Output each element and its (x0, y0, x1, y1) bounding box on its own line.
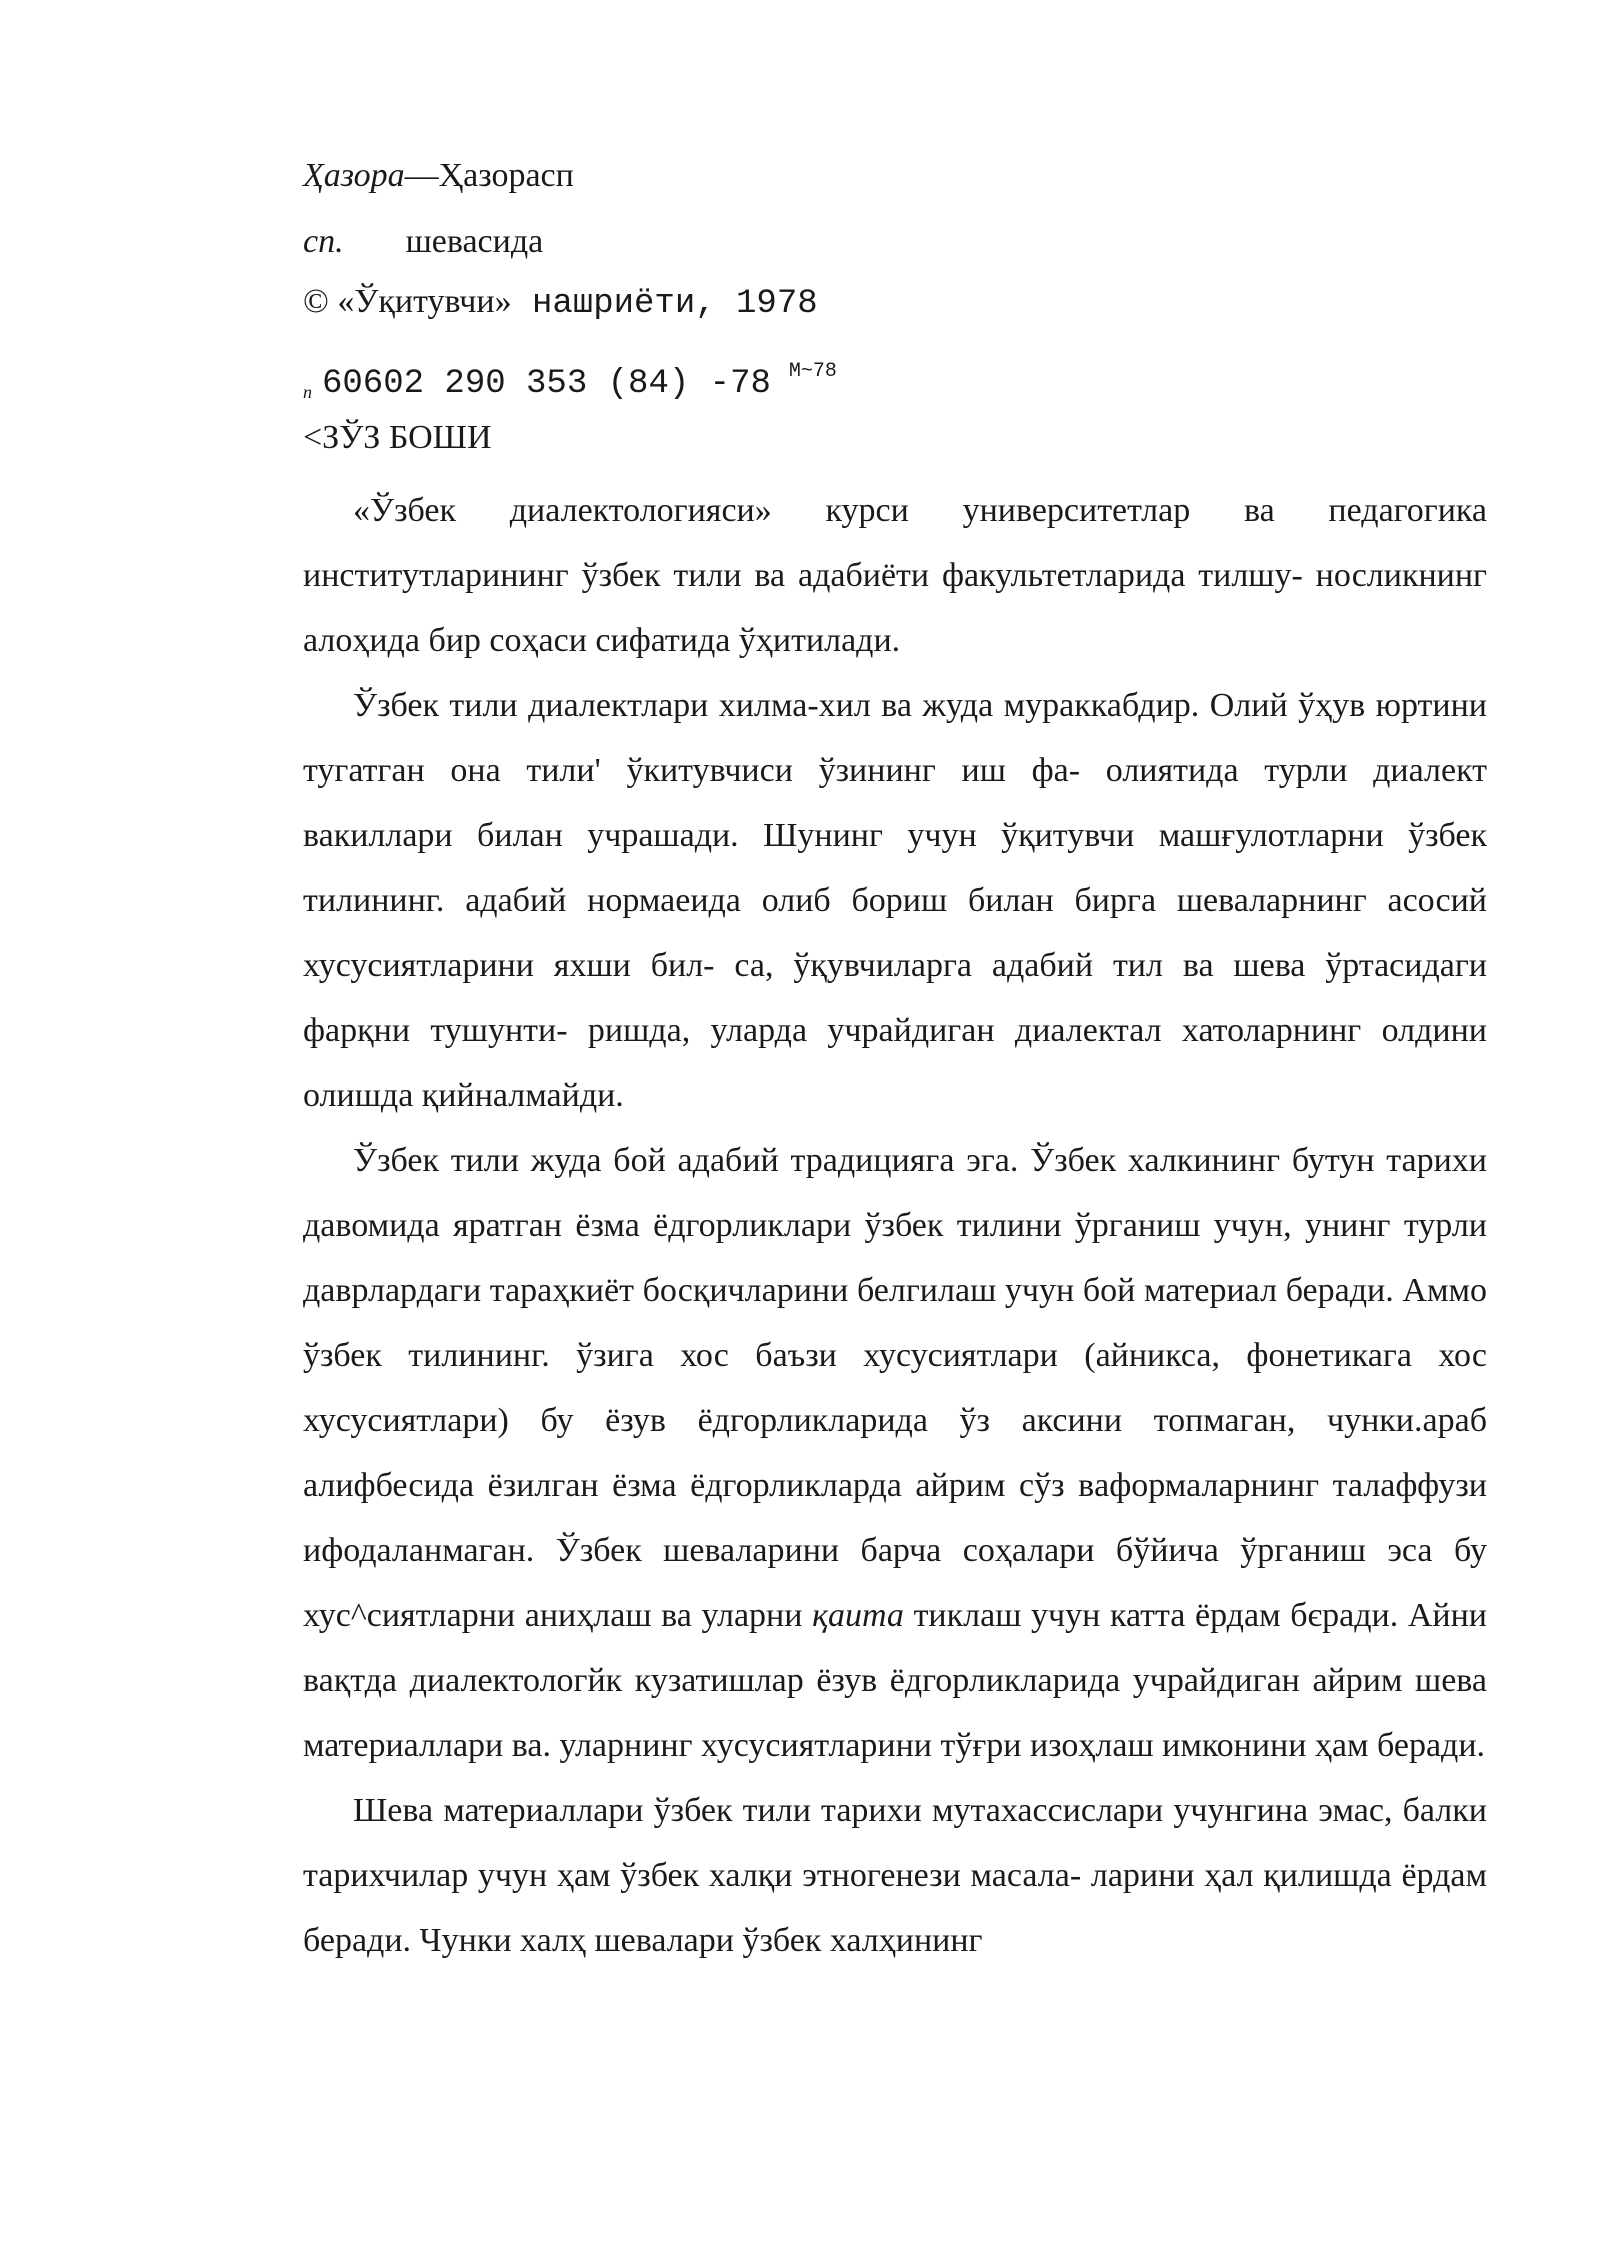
catalog-code-prefix: п (303, 382, 312, 402)
paragraph-3 (303, 1128, 1487, 1778)
header-line-2 (303, 222, 543, 262)
header-line-1-rest: —Ҳазорасп (404, 157, 574, 194)
body-text (303, 478, 1487, 1973)
section-title: <ЗЎЗ БОШИ (303, 419, 492, 456)
catalog-code: 60602 290 353 (84) -78 (322, 365, 771, 403)
header-line-1 (303, 156, 574, 196)
paragraph-4: Шева материаллари ўзбек тили тарихи мутахассислари учунгина эмас, балки тарихчилар учун ҳам ўзбек халқи этногенези масала- ларини ҳал қилишда ёрдам беради. Чунки халҳ шевалари ўзбек халҳининг (303, 1792, 1487, 1959)
header-line-2-italic: сп. (303, 223, 344, 260)
paragraph-3-italic-word: қаита (812, 1597, 904, 1634)
copyright-line (303, 282, 818, 324)
catalog-code-line (303, 352, 837, 412)
publisher-name: «Ўқитувчи» (337, 283, 512, 320)
paragraph-3-part-1: Ўзбек тили жуда бой адабий традицияга эга. Ўзбек халкининг бутун тарихи давомида яратган ёзма ёдгорликлари ўзбек тилини ўрганиш учун, унинг турли даврлардаги тараҳкиёт босқичларини белгилаш учун бой материал беради. Аммо ўзбек тилининг. ўзига хос баъзи хусусиятлари (айникса, фонетикага хос хусусиятлари) бу ёзув ёдгорликларида ўз аксини топмаган, чунки.араб алифбесида ёзилган ёзма ёдгорликларда айрим сўз вaформаларнинг талаффузи ифодаланмаган. Ўзбек шеваларини барча соҳалари бўйича ўрганиш эса бу хус^сиятларни аниҳлаш ва уларни (303, 1142, 1487, 1634)
header-line-2-rest: шевасида (405, 223, 544, 260)
catalog-code-superscript: М~78 (788, 360, 837, 383)
publisher-year: нашриёти, 1978 (511, 285, 818, 323)
paragraph-2: Ўзбек тили диалектлари хилма-хил ва жуда мураккабдир. Олий ўҳув юртини тугатган она тили' ўкитувчиси ўзининг иш фа- олиятида турли диалект вакиллари билан учрашади. Шунинг учун ўқитувчи машғулотларни ўзбек тилининг. адабий нормаеида олиб бориш билан бирга шеваларнинг асосий хусусиятларини яхши бил- са, ўқувчиларга адабий тил ва шева ўртасидаги фарқни тушунти- ришда, уларда учрайдиган диалектал хатоларнинг олдини олишда қийналмайди. (303, 687, 1487, 1114)
copyright-symbol: © (303, 283, 329, 320)
header-line-1-italic: Ҳазора (303, 157, 405, 194)
paragraph-3-part-2: тиклаш учун катта ёрдам бєради. Айни вақтда диалектологйк кузатишлар ёзув ёдгорликларида учрайдиган айрим шева материаллари ва. уларнинг хусусиятларини тўғри изоҳлаш имконини ҳам беради. (303, 1597, 1487, 1764)
paragraph-1: «Ўзбек диалектологияси» курси университетлар ва педагогика институтларининг ўзбек тили ва адабиёти факультетларида тилшу- носликнинг алоҳида бир соҳаси сифатида ўҳитилади. (303, 492, 1487, 659)
